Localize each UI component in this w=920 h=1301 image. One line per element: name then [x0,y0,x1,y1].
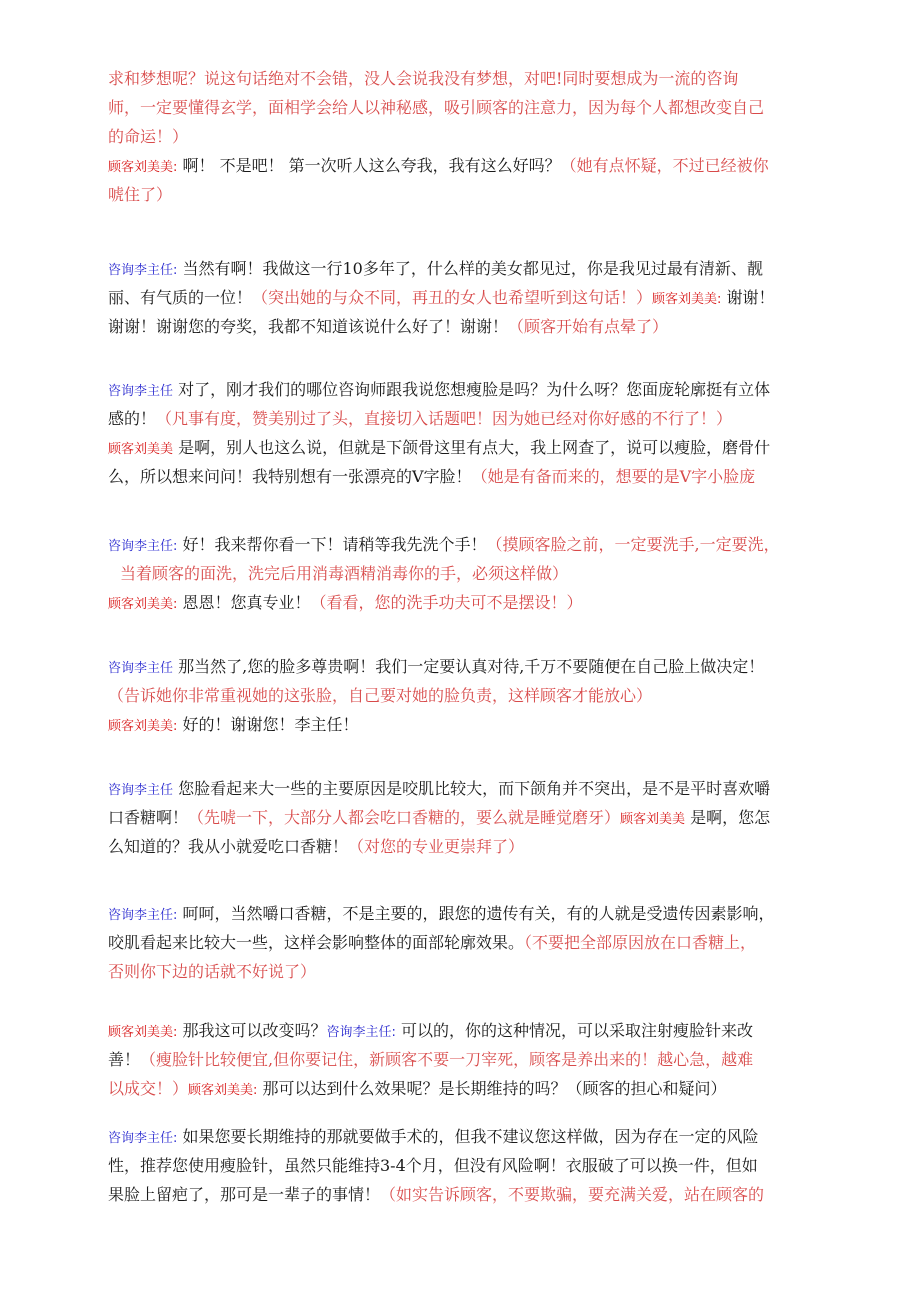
dialogue-line [108,774,820,803]
speaker-label-consultant: 咨询李主任: [108,908,178,923]
dialogue-block [108,1122,820,1209]
dialogue-block [108,254,820,341]
speech-text: 对了，刚才我们的哪位咨询师跟我说您想瘦脸是吗？为什么呀？您面庞轮廓挺有立体 [173,380,771,399]
dialogue-line [108,928,820,957]
dialogue-line [108,1151,820,1180]
annotation-note: （她是有备而来的，想要的是V字小脸庞 [471,467,756,486]
dialogue-line [108,899,820,928]
speaker-label-consultant: 咨询李主任 [108,783,174,798]
dialogue-line [108,312,820,341]
speech-text: 啊！ 不是吧！ 第一次听人这么夸我，我有这么好吗？ [177,156,561,175]
annotation-note: （先唬一下，大部分人都会吃口香糖的，要么就是睡觉磨牙） [188,808,621,827]
speaker-label-customer: 顾客刘美美: [188,1083,258,1098]
speech-text: 呵呵，当然嚼口香糖，不是主要的，跟您的遗传有关，有的人就是受遗传因素影响， [177,904,775,923]
speech-text: 您脸看起来大一些的主要原因是咬肌比较大，而下颌角并不突出，是不是平时喜欢嚼 [173,779,771,798]
speaker-label-consultant: 咨询李主任 [108,384,174,399]
dialogue-line [108,1180,820,1209]
speaker-label-customer: 顾客刘美美: [652,292,722,307]
annotation-note: 以成交！） [108,1079,189,1098]
speech-text: 谢谢！ [721,288,775,307]
dialogue-line [108,530,820,559]
dialogue-block [108,375,820,491]
speech-text: 如果您要长期维持的那就要做手术的，但我不建议您这样做，因为存在一定的风险 [177,1127,759,1146]
dialogue-block [108,774,820,861]
speaker-label-consultant: 咨询李主任: [108,539,178,554]
speech-text: 丽、有气质的一位！ [108,288,253,307]
dialogue-line [108,462,820,491]
annotation-note: 当着顾客的面洗，洗完后用消毒酒精消毒你的手，必须这样做） [120,564,569,583]
speech-text: 果脸上留疤了，那可是一辈子的事情！ [108,1185,381,1204]
speaker-label-customer: 顾客刘美美: [108,1025,178,1040]
speech-text: 当然有啊！我做这一行10多年了，什么样的美女都见过，你是我见过最有清新、靓 [177,259,763,278]
speaker-label-customer: 顾客刘美美: [108,160,178,175]
speech-text: 那可以达到什么效果呢？是长期维持的吗？（顾客的担心和疑问） [257,1079,727,1098]
dialogue-line [108,652,820,681]
speech-text: 善！ [108,1050,141,1069]
dialogue-line [108,254,820,283]
speech-text: 好！我来帮你看一下！请稍等我先洗个手！ [177,535,487,554]
speech-text: 那我这可以改变吗？ [177,1021,327,1040]
speech-text: 口香糖啊！ [108,808,189,827]
speech-text: 么，所以想来问问！我特别想有一张漂亮的V字脸！ [108,467,472,486]
annotation-note: （瘦脸针比较便宜,但你要记住，新顾客不要一刀宰死，顾客是养出来的！越心急，越难 [140,1050,754,1069]
dialogue-line [108,588,820,617]
annotation-note: （不要把全部原因放在口香糖上， [524,933,757,952]
annotation-note: （突出她的与众不同，再丑的女人也希望听到这句话！） [252,288,653,307]
dialogue-block [108,530,820,617]
dialogue-line [108,180,820,209]
annotation-note: （对您的专业更崇拜了） [348,837,525,856]
speech-text: 性，推荐您使用瘦脸针，虽然只能维持3-4个月，但没有风险啊！衣服破了可以换一件，但如 [108,1156,758,1175]
annotation-note: （看看，您的洗手功夫可不是摆设！） [310,593,583,612]
annotation-note: （摸顾客脸之前，一定要洗手,一定要洗， [486,535,780,554]
speech-text: 恩恩！您真专业！ [177,593,311,612]
dialogue-line [108,404,820,433]
dialogue-block [108,64,820,209]
speech-text: 可以的，你的这种情况，可以采取注射瘦脸针来改 [395,1021,753,1040]
speech-text: 么知道的？我从小就爱吃口香糖！ [108,837,349,856]
dialogue-line [108,64,820,93]
speech-text: 好的！谢谢您！李主任！ [177,715,359,734]
dialogue-block [108,1016,820,1103]
annotation-note: 唬住了） [108,185,173,204]
dialogue-line [108,93,820,122]
dialogue-line [108,957,820,986]
speaker-label-customer: 顾客刘美美 [108,442,174,457]
annotation-note: （顾客开始有点晕了） [508,317,669,336]
dialogue-line [108,151,820,180]
annotation-note: 的命运！） [108,127,189,146]
dialogue-line [108,283,820,312]
speech-text: 是啊，您怎 [685,808,771,827]
speech-text: 感的！ [108,409,157,428]
annotation-note: 否则你下边的话就不好说了） [108,962,317,981]
speaker-label-customer: 顾客刘美美: [108,719,178,734]
speaker-label-consultant: 咨询李主任 [108,661,174,676]
speech-text: 谢谢！谢谢您的夸奖，我都不知道该说什么好了！谢谢！ [108,317,509,336]
speaker-label-consultant: 咨询李主任: [326,1025,396,1040]
speaker-label-customer: 顾客刘美美 [620,812,686,827]
speaker-label-consultant: 咨询李主任: [108,1131,178,1146]
dialogue-line [108,1016,820,1045]
annotation-note: （凡事有度，赞美别过了头，直接切入话题吧！因为她已经对你好感的不行了！） [156,409,733,428]
dialogue-block [108,652,820,739]
dialogue-line [108,710,820,739]
dialogue-line [108,433,820,462]
annotation-note: 求和梦想呢？说这句话绝对不会错，没人会说我没有梦想，对吧!同时要想成为一流的咨询 [108,69,739,88]
dialogue-line [108,681,820,710]
speaker-label-consultant: 咨询李主任: [108,263,178,278]
speaker-label-customer: 顾客刘美美: [108,597,178,612]
speech-text: 咬肌看起来比较大一些，这样会影响整体的面部轮廓效果。 [108,933,525,952]
dialogue-line [108,1122,820,1151]
annotation-note: 师，一定要懂得玄学，面相学会给人以神秘感，吸引顾客的注意力，因为每个人都想改变自己 [108,98,765,117]
dialogue-line [108,375,820,404]
dialogue-line [108,1045,820,1074]
dialogue-line [108,122,820,151]
annotation-note: （如实告诉顾客，不要欺骗，要充满关爱，站在顾客的 [380,1185,765,1204]
dialogue-line [108,803,820,832]
annotation-note: （告诉她你非常重视她的这张脸，自己要对她的脸负责，这样顾客才能放心） [108,686,653,705]
dialogue-line [108,1074,820,1103]
dialogue-line [108,559,820,588]
speech-text: 那当然了,您的脸多尊贵啊！我们一定要认真对待,千万不要随便在自己脸上做决定！ [173,657,765,676]
annotation-note: （她有点怀疑，不过已经被你 [560,156,769,175]
dialogue-line [108,832,820,861]
dialogue-block [108,899,820,986]
speech-text: 是啊，别人也这么说，但就是下颌骨这里有点大，我上网查了，说可以瘦脸，磨骨什 [173,438,771,457]
